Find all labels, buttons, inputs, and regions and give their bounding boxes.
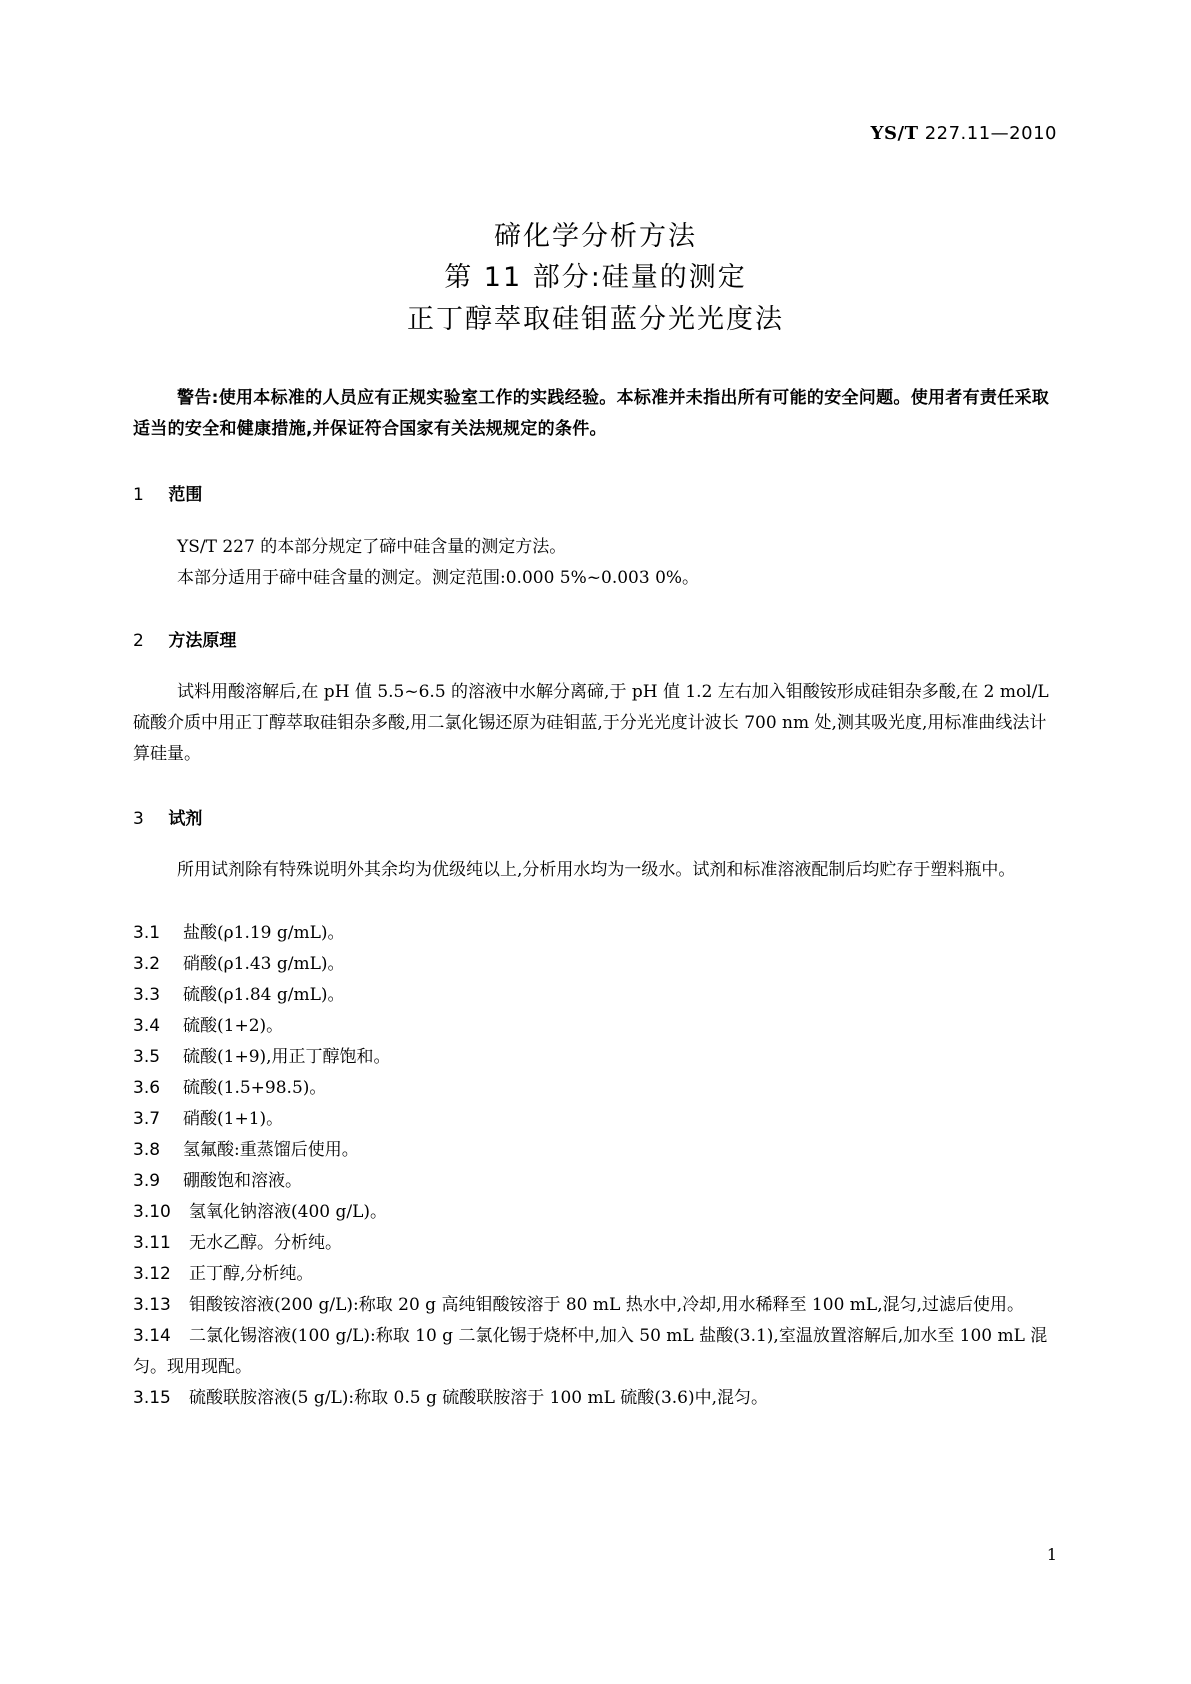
list-item — [133, 1073, 1057, 1104]
section-1-heading — [133, 480, 202, 505]
item-text: 氢氟酸:重蒸馏后使用。 — [183, 1140, 359, 1160]
standard-number: 227.11—2010 — [924, 123, 1057, 144]
list-item — [133, 1383, 1057, 1414]
item-text: 硝酸(1+1)。 — [183, 1109, 284, 1129]
section-2-title: 方法原理 — [168, 631, 237, 651]
item-number: 3.1 — [133, 923, 161, 943]
section-3-title: 试剂 — [168, 809, 203, 829]
list-item — [133, 1290, 1057, 1321]
item-text: 硫酸(1.5+98.5)。 — [183, 1078, 327, 1098]
item-text: 二氯化锡溶液(100 g/L):称取 10 g 二氯化锡于烧杯中,加入 50 mL 盐酸(3.1),室温放置溶解后,加水至 100 mL 混匀。现用现配。 — [133, 1326, 1048, 1377]
item-number: 3.9 — [133, 1171, 161, 1191]
list-item — [133, 1166, 1057, 1197]
title-line-1: 碲化学分析方法 — [494, 221, 697, 252]
item-text: 无水乙醇。分析纯。 — [189, 1233, 342, 1253]
page-number: 1 — [1046, 1545, 1057, 1564]
item-text: 硫酸(1+2)。 — [183, 1016, 284, 1036]
section-3-heading — [133, 804, 202, 829]
item-text: 钼酸铵溶液(200 g/L):称取 20 g 高纯钼酸铵溶于 80 mL 热水中,冷却,用水稀释至 100 mL,混匀,过滤后使用。 — [189, 1295, 1024, 1315]
item-text: 盐酸(ρ1.19 g/mL)。 — [183, 923, 345, 943]
item-number: 3.11 — [133, 1233, 171, 1253]
item-text: 硫酸联胺溶液(5 g/L):称取 0.5 g 硫酸联胺溶于 100 mL 硫酸(3.6)中,混匀。 — [189, 1388, 769, 1408]
item-number: 3.15 — [133, 1388, 171, 1408]
section-2-paragraph-1: 试料用酸溶解后,在 pH 值 5.5~6.5 的溶液中水解分离碲,于 pH 值 1.2 左右加入钼酸铵形成硅钼杂多酸,在 2 mol/L 硫酸介质中用正丁醇萃取硅钼杂多酸,用二氯化锡还原为硅钼蓝,于分光光度计波长 700 nm 处,测其吸光度,用标准曲线法计算硅量。 — [133, 682, 1049, 764]
section-3-intro-paragraph: 所用试剂除有特殊说明外其余均为优级纯以上,分析用水均为一级水。试剂和标准溶液配制后均贮存于塑料瓶中。 — [177, 860, 1016, 880]
reagent-list — [133, 918, 1057, 1414]
item-text: 硫酸(1+9),用正丁醇饱和。 — [183, 1047, 391, 1067]
item-number: 3.14 — [133, 1326, 171, 1346]
list-item — [133, 980, 1057, 1011]
standard-code — [871, 123, 1057, 144]
warning-paragraph: 警告:使用本标准的人员应有正规实验室工作的实践经验。本标准并未指出所有可能的安全问题。使用者有责任采取适当的安全和健康措施,并保证符合国家有关法规规定的条件。 — [133, 388, 1050, 439]
list-item — [133, 1228, 1057, 1259]
item-number: 3.10 — [133, 1202, 171, 1222]
list-item — [133, 1011, 1057, 1042]
section-1-body — [133, 532, 1057, 594]
section-1-number: 1 — [133, 485, 144, 505]
item-text: 硫酸(ρ1.84 g/mL)。 — [183, 985, 345, 1005]
list-item — [133, 1135, 1057, 1166]
list-item — [133, 949, 1057, 980]
title-line-3: 正丁醇萃取硅钼蓝分光光度法 — [407, 304, 784, 335]
item-number: 3.2 — [133, 954, 161, 974]
standard-prefix: YS/T — [870, 123, 919, 144]
section-3-intro — [133, 855, 1057, 886]
list-item — [133, 918, 1057, 949]
list-item — [133, 1197, 1057, 1228]
item-text: 氢氧化钠溶液(400 g/L)。 — [189, 1202, 388, 1222]
title-line-2: 第 11 部分:硅量的测定 — [444, 262, 747, 293]
section-3-number: 3 — [133, 809, 144, 829]
section-1-paragraph-1: YS/T 227 的本部分规定了碲中硅含量的测定方法。 — [177, 537, 567, 557]
section-1-paragraph-2: 本部分适用于碲中硅含量的测定。测定范围:0.000 5%~0.003 0%。 — [177, 568, 700, 588]
item-number: 3.12 — [133, 1264, 171, 1284]
section-2-number: 2 — [133, 631, 144, 651]
section-1-title: 范围 — [168, 485, 203, 505]
list-item — [133, 1321, 1057, 1383]
item-number: 3.13 — [133, 1295, 171, 1315]
list-item — [133, 1104, 1057, 1135]
item-number: 3.4 — [133, 1016, 161, 1036]
item-number: 3.8 — [133, 1140, 161, 1160]
section-2-body — [133, 677, 1057, 770]
item-number: 3.3 — [133, 985, 161, 1005]
item-text: 硼酸饱和溶液。 — [183, 1171, 302, 1191]
item-text: 硝酸(ρ1.43 g/mL)。 — [183, 954, 345, 974]
item-number: 3.7 — [133, 1109, 161, 1129]
section-2-heading — [133, 626, 236, 651]
item-text: 正丁醇,分析纯。 — [189, 1264, 314, 1284]
list-item — [133, 1042, 1057, 1073]
list-item — [133, 1259, 1057, 1290]
item-number: 3.6 — [133, 1078, 161, 1098]
item-number: 3.5 — [133, 1047, 161, 1067]
